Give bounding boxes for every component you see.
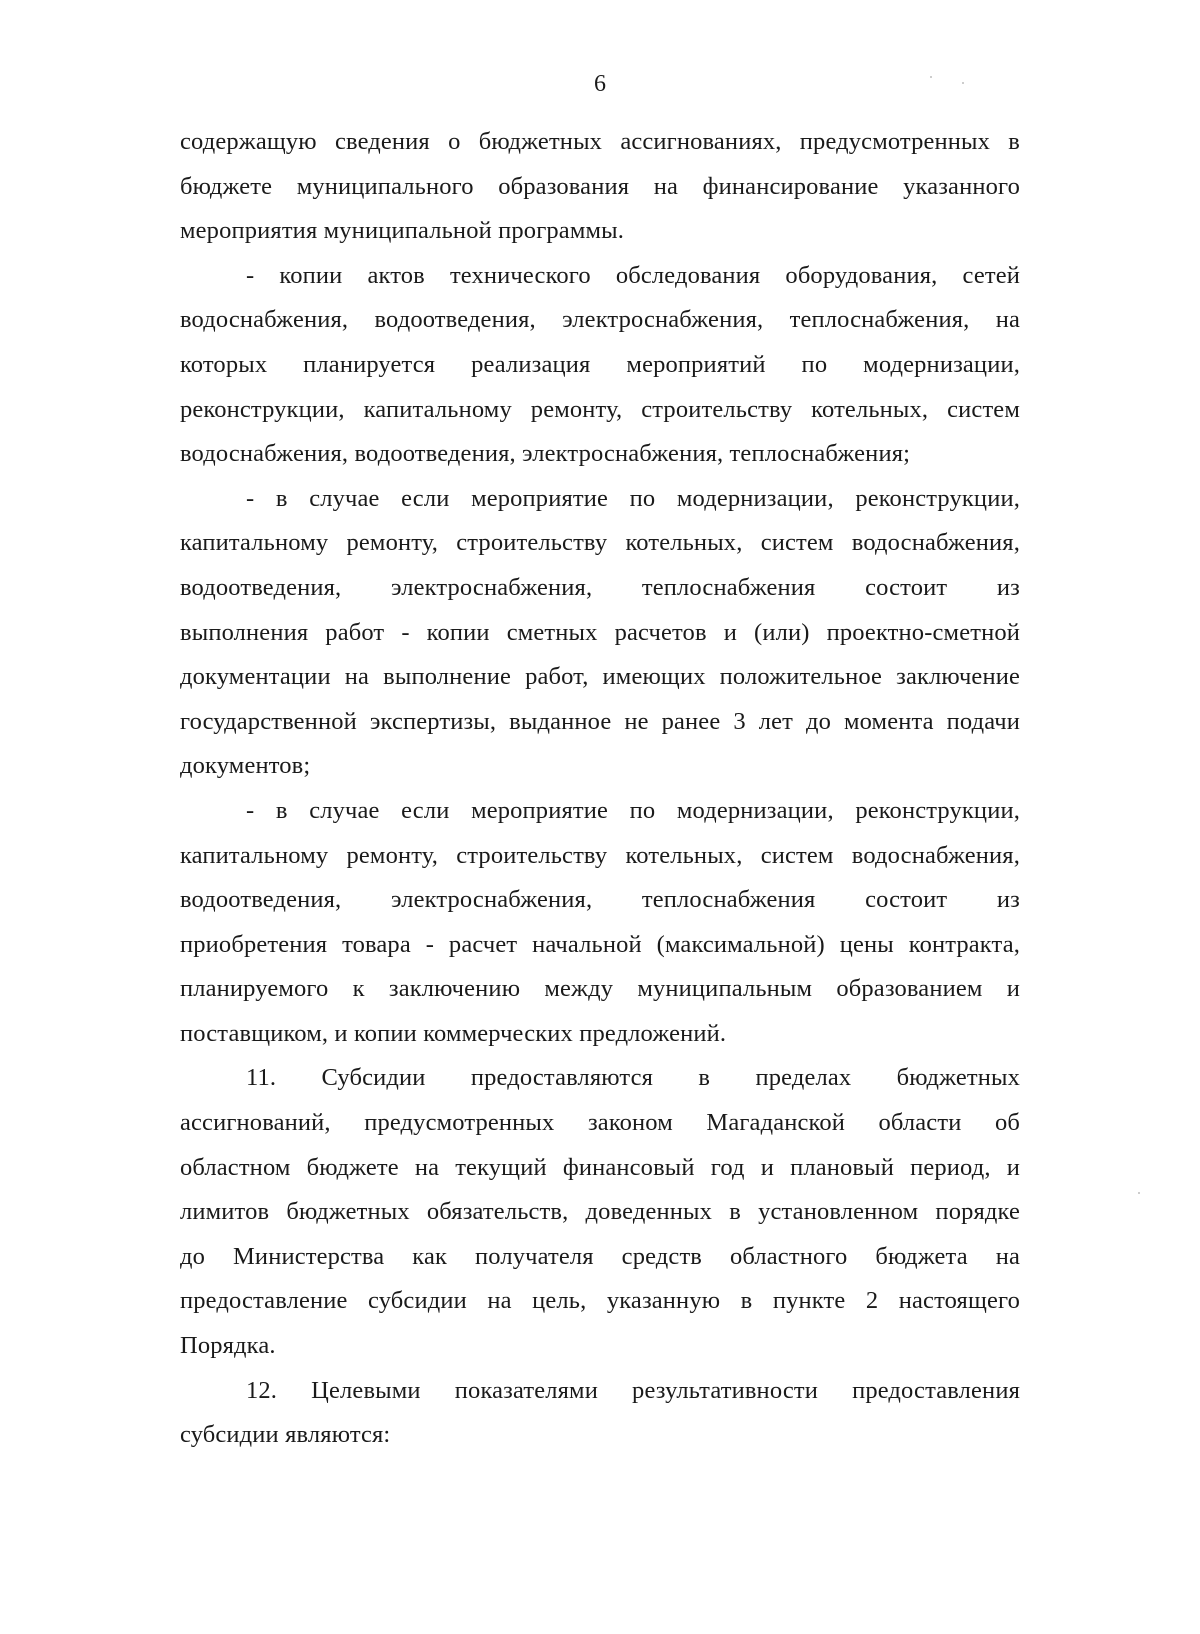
paragraph bbox=[180, 254, 1020, 477]
paragraph bbox=[180, 120, 1020, 254]
text-line: водоотведения, электроснабжения, теплоснабжения состоит из bbox=[180, 886, 1020, 914]
text-line: водоснабжения, водоотведения, электроснабжения, теплоснабжения; bbox=[180, 440, 911, 468]
text-line: - в случае если мероприятие по модернизации, реконструкции, bbox=[246, 796, 1020, 824]
text-line: лимитов бюджетных обязательств, доведенных в установленном порядке bbox=[180, 1198, 1020, 1226]
document-body bbox=[180, 120, 1020, 1458]
text-line: предоставление субсидии на цель, указанную в пункте 2 настоящего bbox=[180, 1287, 1020, 1315]
text-line: реконструкции, капитальному ремонту, строительству котельных, систем bbox=[180, 395, 1020, 423]
text-line: 11. Субсидии предоставляются в пределах бюджетных bbox=[246, 1064, 1020, 1092]
text-line: государственной экспертизы, выданное не ранее 3 лет до момента подачи bbox=[180, 707, 1020, 735]
text-line: приобретения товара - расчет начальной (максимальной) цены контракта, bbox=[180, 930, 1020, 958]
text-line: поставщиком, и копии коммерческих предложений. bbox=[180, 1019, 727, 1047]
scan-speck bbox=[930, 76, 932, 78]
text-line: 12. Целевыми показателями результативности предоставления bbox=[246, 1376, 1020, 1404]
scan-speck bbox=[1138, 1192, 1140, 1194]
text-line: документов; bbox=[180, 752, 311, 780]
text-line: содержащую сведения о бюджетных ассигнованиях, предусмотренных в bbox=[180, 128, 1020, 155]
text-line: - копии актов технического обследования оборудования, сетей bbox=[246, 261, 1020, 289]
text-line: - в случае если мероприятие по модернизации, реконструкции, bbox=[246, 484, 1020, 512]
text-line: капитальному ремонту, строительству котельных, систем водоснабжения, bbox=[180, 841, 1020, 869]
text-line: субсидии являются: bbox=[180, 1421, 391, 1449]
paragraph bbox=[180, 477, 1020, 789]
scan-speck bbox=[962, 82, 964, 84]
text-line: документации на выполнение работ, имеющих положительное заключение bbox=[180, 663, 1020, 691]
paragraph bbox=[180, 1056, 1020, 1368]
text-line: планируемого к заключению между муниципальным образованием и bbox=[180, 975, 1020, 1003]
text-line: выполнения работ - копии сметных расчетов и (или) проектно-сметной bbox=[180, 618, 1020, 646]
text-line: водоснабжения, водоотведения, электроснабжения, теплоснабжения, на bbox=[180, 306, 1020, 334]
text-line: капитальному ремонту, строительству котельных, систем водоснабжения, bbox=[180, 529, 1020, 557]
text-line: водоотведения, электроснабжения, теплоснабжения состоит из bbox=[180, 573, 1020, 601]
text-line: областном бюджете на текущий финансовый год и плановый период, и bbox=[180, 1153, 1020, 1181]
text-line: бюджете муниципального образования на финансирование указанного bbox=[180, 172, 1020, 200]
paragraph bbox=[180, 1369, 1020, 1458]
text-line: до Министерства как получателя средств областного бюджета на bbox=[180, 1242, 1020, 1270]
paragraph bbox=[180, 789, 1020, 1057]
text-line: ассигнований, предусмотренных законом Магаданской области об bbox=[180, 1109, 1020, 1137]
page-number: 6 bbox=[594, 71, 606, 97]
text-line: мероприятия муниципальной программы. bbox=[180, 217, 625, 245]
text-line: Порядка. bbox=[180, 1332, 276, 1360]
text-line: которых планируется реализация мероприятий по модернизации, bbox=[180, 350, 1020, 378]
